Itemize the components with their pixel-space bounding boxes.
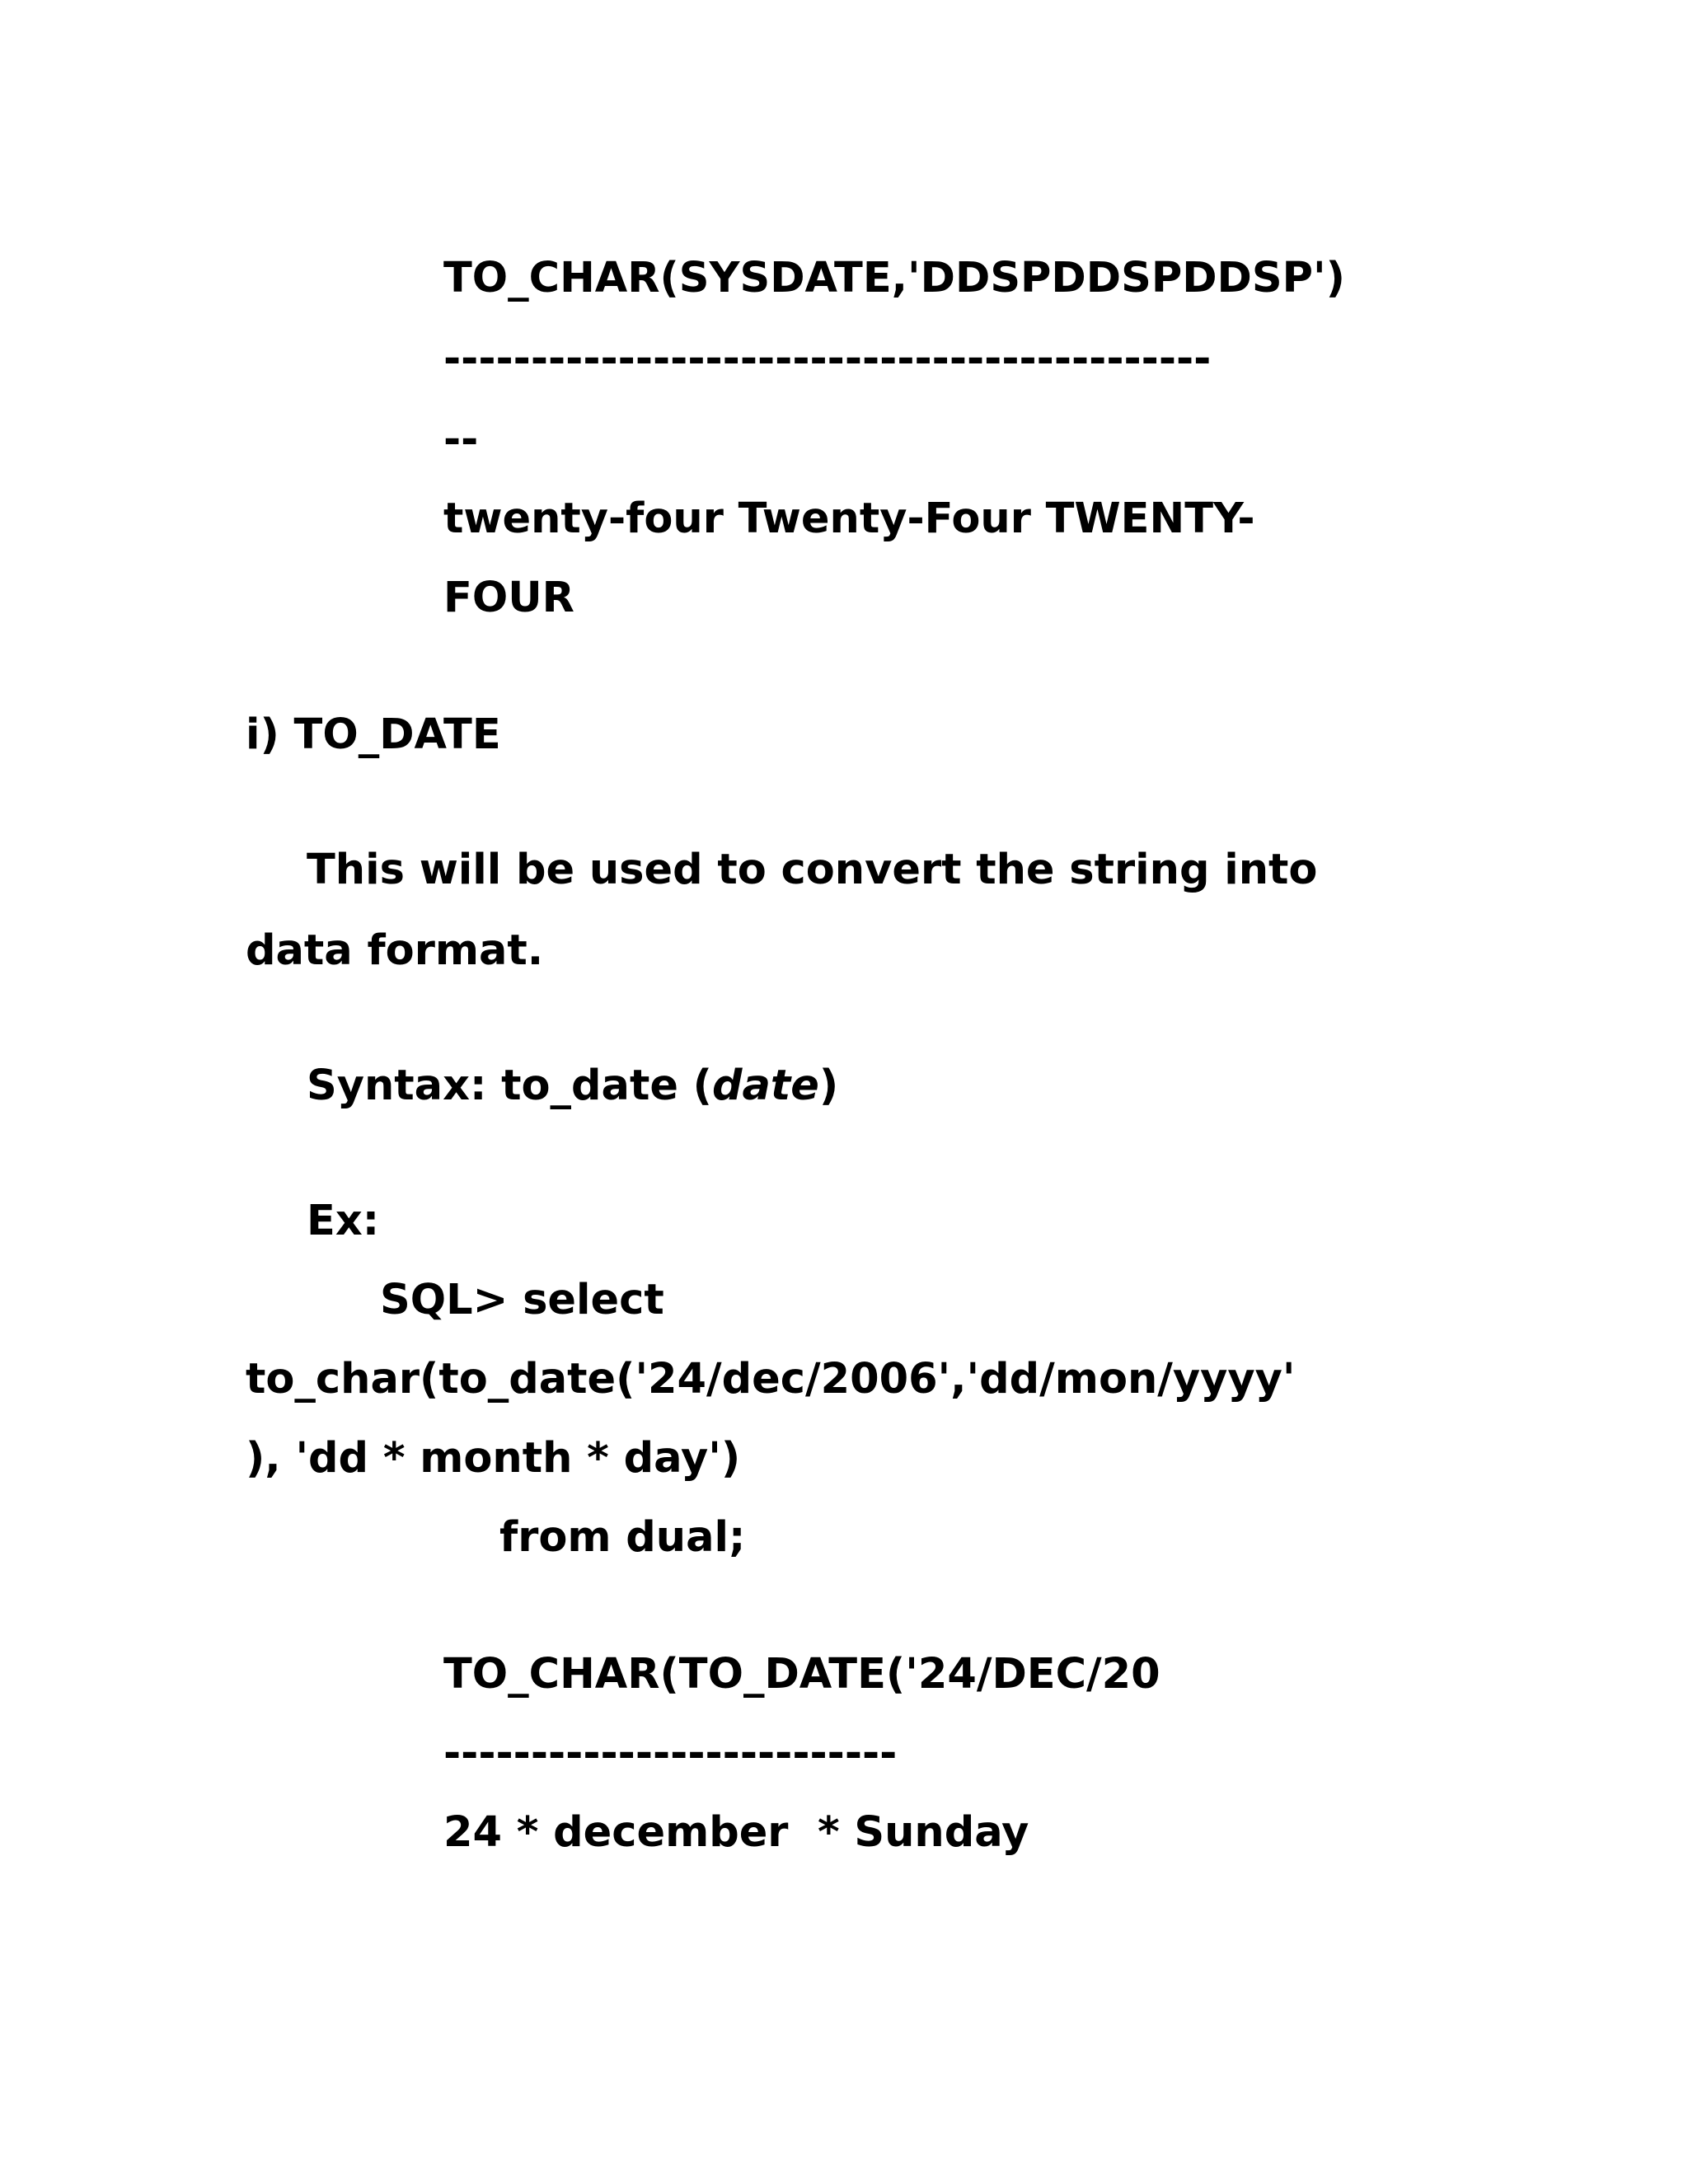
description-line: This will be used to convert the string into bbox=[307, 846, 1318, 894]
syntax-argument: date bbox=[712, 1062, 819, 1110]
sql-line: from dual; bbox=[499, 1513, 746, 1562]
example-label: Ex: bbox=[307, 1197, 380, 1245]
syntax-suffix: ) bbox=[818, 1062, 839, 1110]
separator-line: -------------------------------------------- bbox=[443, 335, 1212, 383]
syntax-prefix: Syntax: to_date ( bbox=[307, 1062, 712, 1110]
column-header: TO_CHAR(TO_DATE('24/DEC/20 bbox=[443, 1650, 1160, 1699]
section-heading: i) TO_DATE bbox=[246, 710, 501, 759]
sql-line: ), 'dd * month * day') bbox=[246, 1434, 741, 1483]
separator-line: -- bbox=[443, 415, 479, 464]
result-line: twenty-four Twenty-Four TWENTY- bbox=[443, 494, 1255, 543]
result-line: FOUR bbox=[443, 574, 574, 622]
syntax-line bbox=[307, 1062, 839, 1110]
description-line: data format. bbox=[246, 926, 544, 975]
column-header: TO_CHAR(SYSDATE,'DDSPDDSPDDSP') bbox=[443, 254, 1345, 302]
result-line: 24 * december * Sunday bbox=[443, 1808, 1029, 1857]
separator-line: -------------------------- bbox=[443, 1729, 898, 1778]
sql-line: SQL> select bbox=[380, 1276, 664, 1324]
sql-line: to_char(to_date('24/dec/2006','dd/mon/yyyy' bbox=[246, 1355, 1296, 1404]
